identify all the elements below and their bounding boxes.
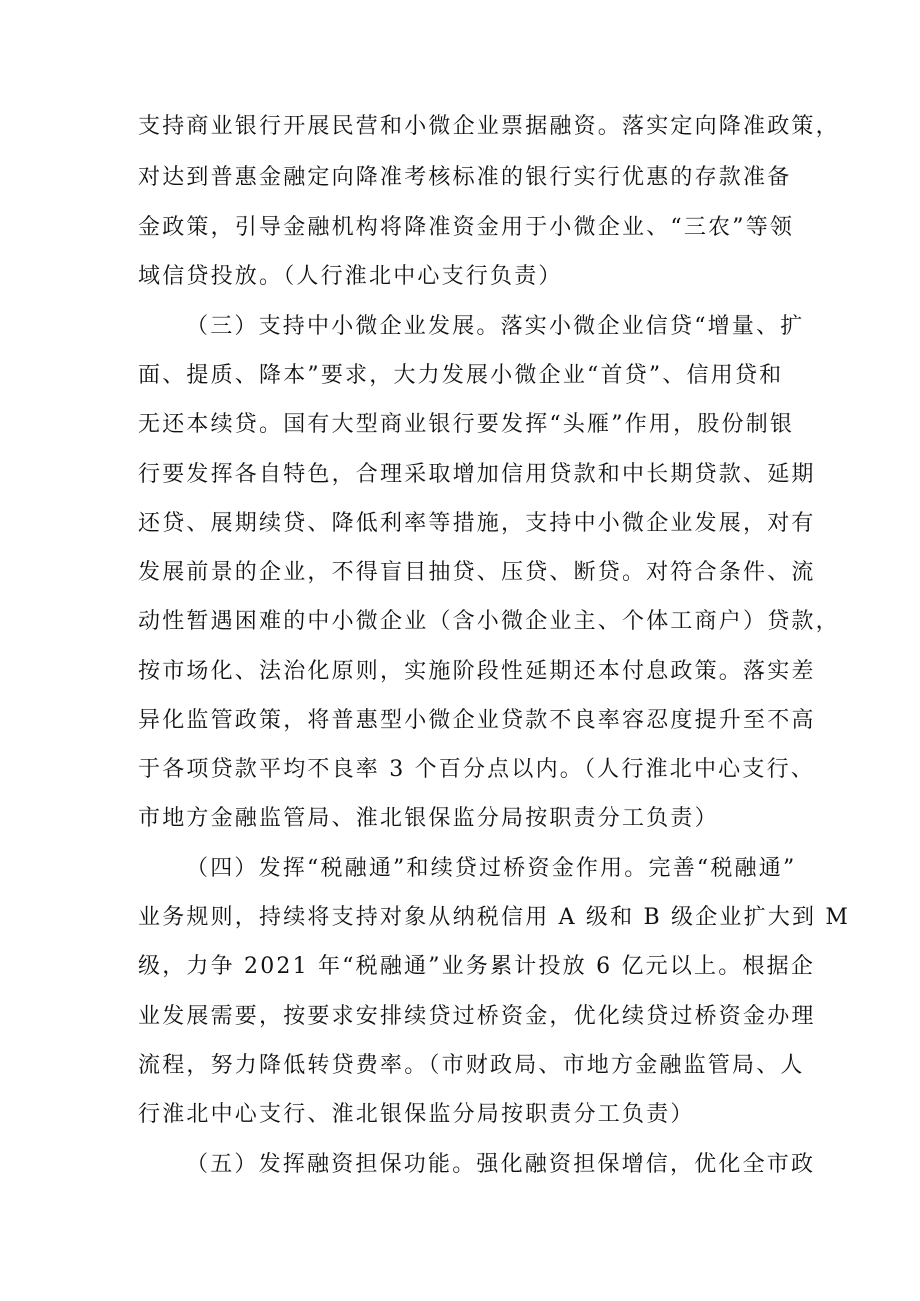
text-line: 支持商业银行开展民营和小微企业票据融资。落实定向降准政策，: [138, 114, 840, 139]
text-line: 业务规则，持续将支持对象从纳税信用 A 级和 B 级企业扩大到 M: [138, 905, 851, 930]
text-line: 动性暂遇困难的中小微企业（含小微企业主、个体工商户）贷款，: [138, 609, 840, 634]
text-line: 无还本续贷。国有大型商业银行要发挥“头雁”作用，股份制银: [138, 412, 795, 437]
paragraph-heading-3: （三）支持中小微企业发展。落实小微企业信贷“增量、扩: [186, 314, 805, 339]
paragraph-heading-5: （五）发挥融资担保功能。强化融资担保增信，优化全市政: [186, 1152, 816, 1177]
text-line: 行淮北中心支行、淮北银保监分局按职责分工负责）: [138, 1102, 695, 1127]
text-line: 于各项贷款平均不良率 3 个百分点以内。（人行淮北中心支行、: [138, 757, 815, 782]
text-line: 异化监管政策，将普惠型小微企业贷款不良率容忍度提升至不高: [138, 708, 816, 733]
text-line: 对达到普惠金融定向降准考核标准的银行实行优惠的存款准备: [138, 165, 792, 190]
text-line: 市地方金融监管局、淮北银保监分局按职责分工负责）: [138, 806, 719, 831]
text-line: 行要发挥各自特色，合理采取增加信用贷款和中长期贷款、延期: [138, 462, 816, 487]
text-line: 流程，努力降低转贷费率。（市财政局、市地方金融监管局、人: [138, 1053, 805, 1078]
text-line: 按市场化、法治化原则，实施阶段性延期还本付息政策。落实差: [138, 659, 816, 684]
text-line: 业发展需要，按要求安排续贷过桥资金，优化续贷过桥资金办理: [138, 1004, 816, 1029]
text-line: 域信贷投放。（人行淮北中心支行负责）: [138, 264, 563, 289]
text-line: 还贷、展期续贷、降低利率等措施，支持中小微企业发展，对有: [138, 511, 816, 536]
text-line: 级，力争 2021 年“税融通”业务累计投放 6 亿元以上。根据企: [138, 954, 816, 979]
text-line: 面、提质、降本”要求，大力发展小微企业“首贷”、信用贷和: [138, 363, 784, 388]
text-line: 发展前景的企业，不得盲目抽贷、压贷、断贷。对符合条件、流: [138, 560, 816, 585]
paragraph-heading-4: （四）发挥“税融通”和续贷过桥资金作用。完善“税融通”: [186, 856, 797, 881]
text-line: 金政策，引导金融机构将降准资金用于小微企业、“三农”等领: [138, 215, 795, 240]
